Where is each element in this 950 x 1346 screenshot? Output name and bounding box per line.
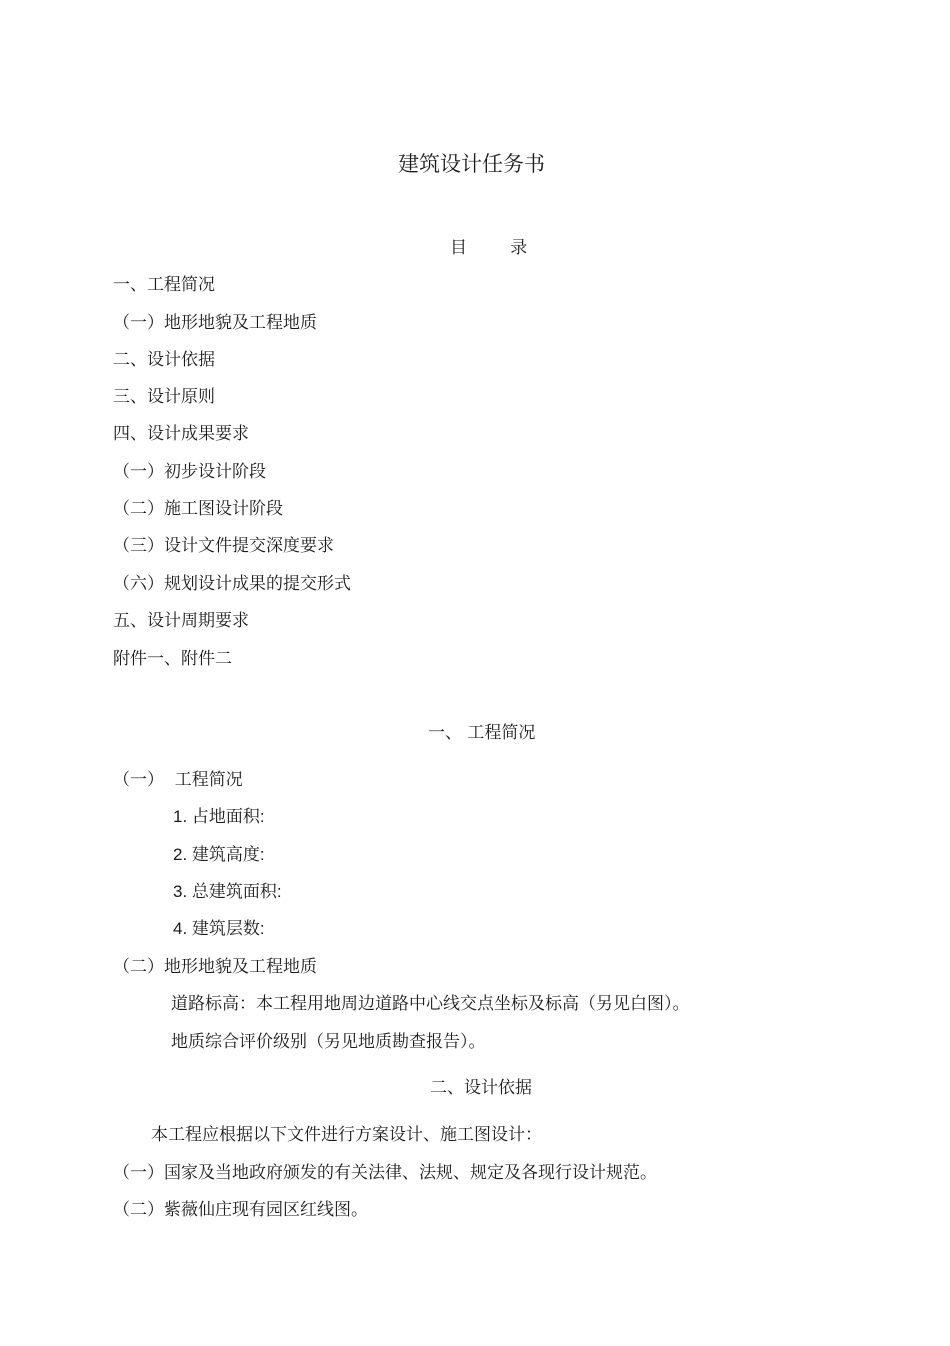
toc-heading: 目 录: [450, 238, 528, 258]
toc-item: 一、工程简况: [113, 275, 215, 295]
toc-item: （一）地形地貌及工程地质: [113, 313, 317, 333]
toc-item: （二）施工图设计阶段: [113, 499, 283, 519]
toc-item: 五、设计周期要求: [113, 611, 249, 631]
body-paragraph: 地质综合评价级别（另见地质勘查报告）。: [171, 1032, 486, 1052]
toc-item: （三）设计文件提交深度要求: [113, 536, 334, 556]
toc-item: 二、设计依据: [113, 350, 215, 370]
toc-item: 四、设计成果要求: [113, 424, 249, 444]
subsection-heading: （一） 工程简况: [113, 770, 243, 790]
toc-item: 附件一、附件二: [113, 649, 232, 669]
project-item: 3. 总建筑面积:: [173, 882, 282, 901]
list-item: （一）国家及当地政府颁发的有关法律、法规、规定及各现行设计规范。: [113, 1163, 657, 1183]
toc-item: （一）初步设计阶段: [113, 462, 266, 482]
section-heading: 二、设计依据: [430, 1078, 532, 1098]
toc-item: 三、设计原则: [113, 387, 215, 407]
project-item: 4. 建筑层数:: [173, 919, 265, 938]
document-title: 建筑设计任务书: [398, 152, 545, 176]
toc-item: （六）规划设计成果的提交形式: [113, 574, 351, 594]
subsection-heading: （二）地形地貌及工程地质: [113, 957, 317, 977]
section-heading: 一、 工程简况: [428, 723, 536, 743]
project-item: 2. 建筑高度:: [173, 845, 265, 864]
body-paragraph: 本工程应根据以下文件进行方案设计、施工图设计：: [151, 1125, 542, 1145]
list-item: （二）紫薇仙庄现有园区红线图。: [113, 1200, 368, 1220]
body-paragraph: 道路标高：本工程用地周边道路中心线交点坐标及标高（另见白图）。: [171, 994, 690, 1014]
project-item: 1. 占地面积:: [173, 807, 265, 826]
